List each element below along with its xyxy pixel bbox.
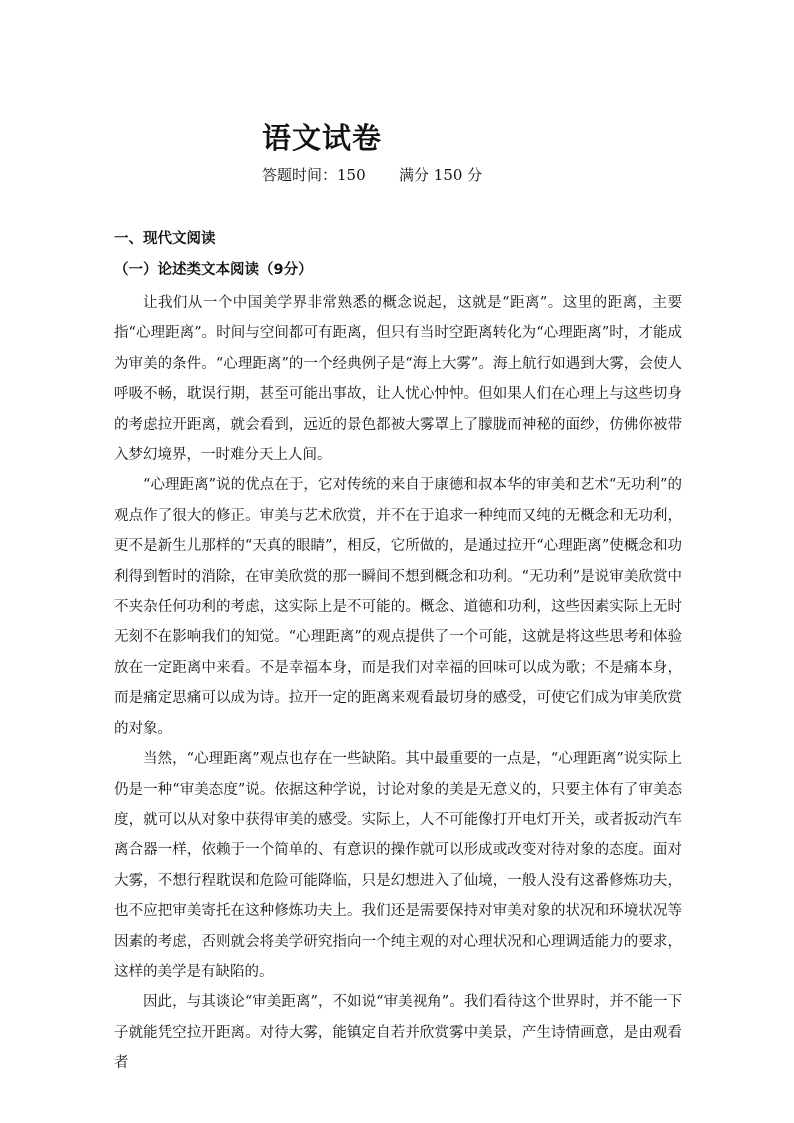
paragraph: 让我们从一个中国美学界非常熟悉的概念说起，这就是“距离”。这里的距离，主要指“心理距离”。时间与空间都可有距离，但只有当时空距离转化为“心理距离”时，才能成为审美的条件。“心理距离”的一个经典例子是“海上大雾”。海上航行如遇到大雾，会使人呼吸不畅，耽误行期，甚至可能出事故，让人忧心忡忡。但如果人们在心理上与这些切身的考虑拉开距离，就会看到，远近的景色都被大雾罩上了朦胧而神秘的面纱，仿佛你被带入梦幻境界，一时难分天上人间。: [114, 295, 682, 464]
reading-passage: [114, 288, 682, 1079]
paragraph: 因此，与其谈论“审美距离”，不如说“审美视角”。我们看待这个世界时，并不能一下子就能凭空拉开距离。对待大雾，能镇定自若并欣赏雾中美景，产生诗情画意，是由观看者: [114, 994, 682, 1072]
section-heading: 一、现代文阅读: [114, 231, 216, 247]
paragraph: “心理距离”说的优点在于，它对传统的来自于康德和叔本华的审美和艺术“无功利”的观点作了很大的修正。审美与艺术欣赏，并不在于追求一种纯而又纯的无概念和无功利，更不是新生儿那样的“天真的眼睛”，相反，它所做的，是通过拉开“心理距离”使概念和功利得到暂时的消除，在审美欣赏的那一瞬间不想到概念和功利。“无功利”是说审美欣赏中不夹杂任何功利的考虑，这实际上是不可能的。概念、道德和功利，这些因素实际上无时无刻不在影响我们的知觉。“心理距离”的观点提供了一个可能，这就是将这些思考和体验放在一定距离中来看。不是幸福本身，而是我们对幸福的回味可以成为歌；不是痛本身，而是痛定思痛可以成为诗。拉开一定的距离来观看最切身的感受，可使它们成为审美欣赏的对象。: [114, 477, 682, 737]
exam-info: 答题时间：150 满分 150 分: [262, 166, 483, 184]
page-title: 语文试卷: [262, 121, 383, 155]
subsection-heading: （一）论述类文本阅读（9分）: [114, 262, 313, 278]
paragraph: 当然，“心理距离”观点也存在一些缺陷。其中最重要的一点是，“心理距离”说实际上仍是一种“审美态度”说。依据这种学说，讨论对象的美是无意义的，只要主体有了审美态度，就可以从对象中获得审美的感受。实际上，人不可能像打开电灯开关，或者扳动汽车离合器一样，依赖于一个简单的、有意识的操作就可以形成或改变对待对象的态度。面对大雾，不想行程耽误和危险可能降临，只是幻想进入了仙境，一般人没有这番修炼功夫，也不应把审美寄托在这种修炼功夫上。我们还是需要保持对审美对象的状况和环境状况等因素的考虑，否则就会将美学研究指向一个纯主观的对心理状况和心理调适能力的要求，这样的美学是有缺陷的。: [114, 751, 682, 980]
